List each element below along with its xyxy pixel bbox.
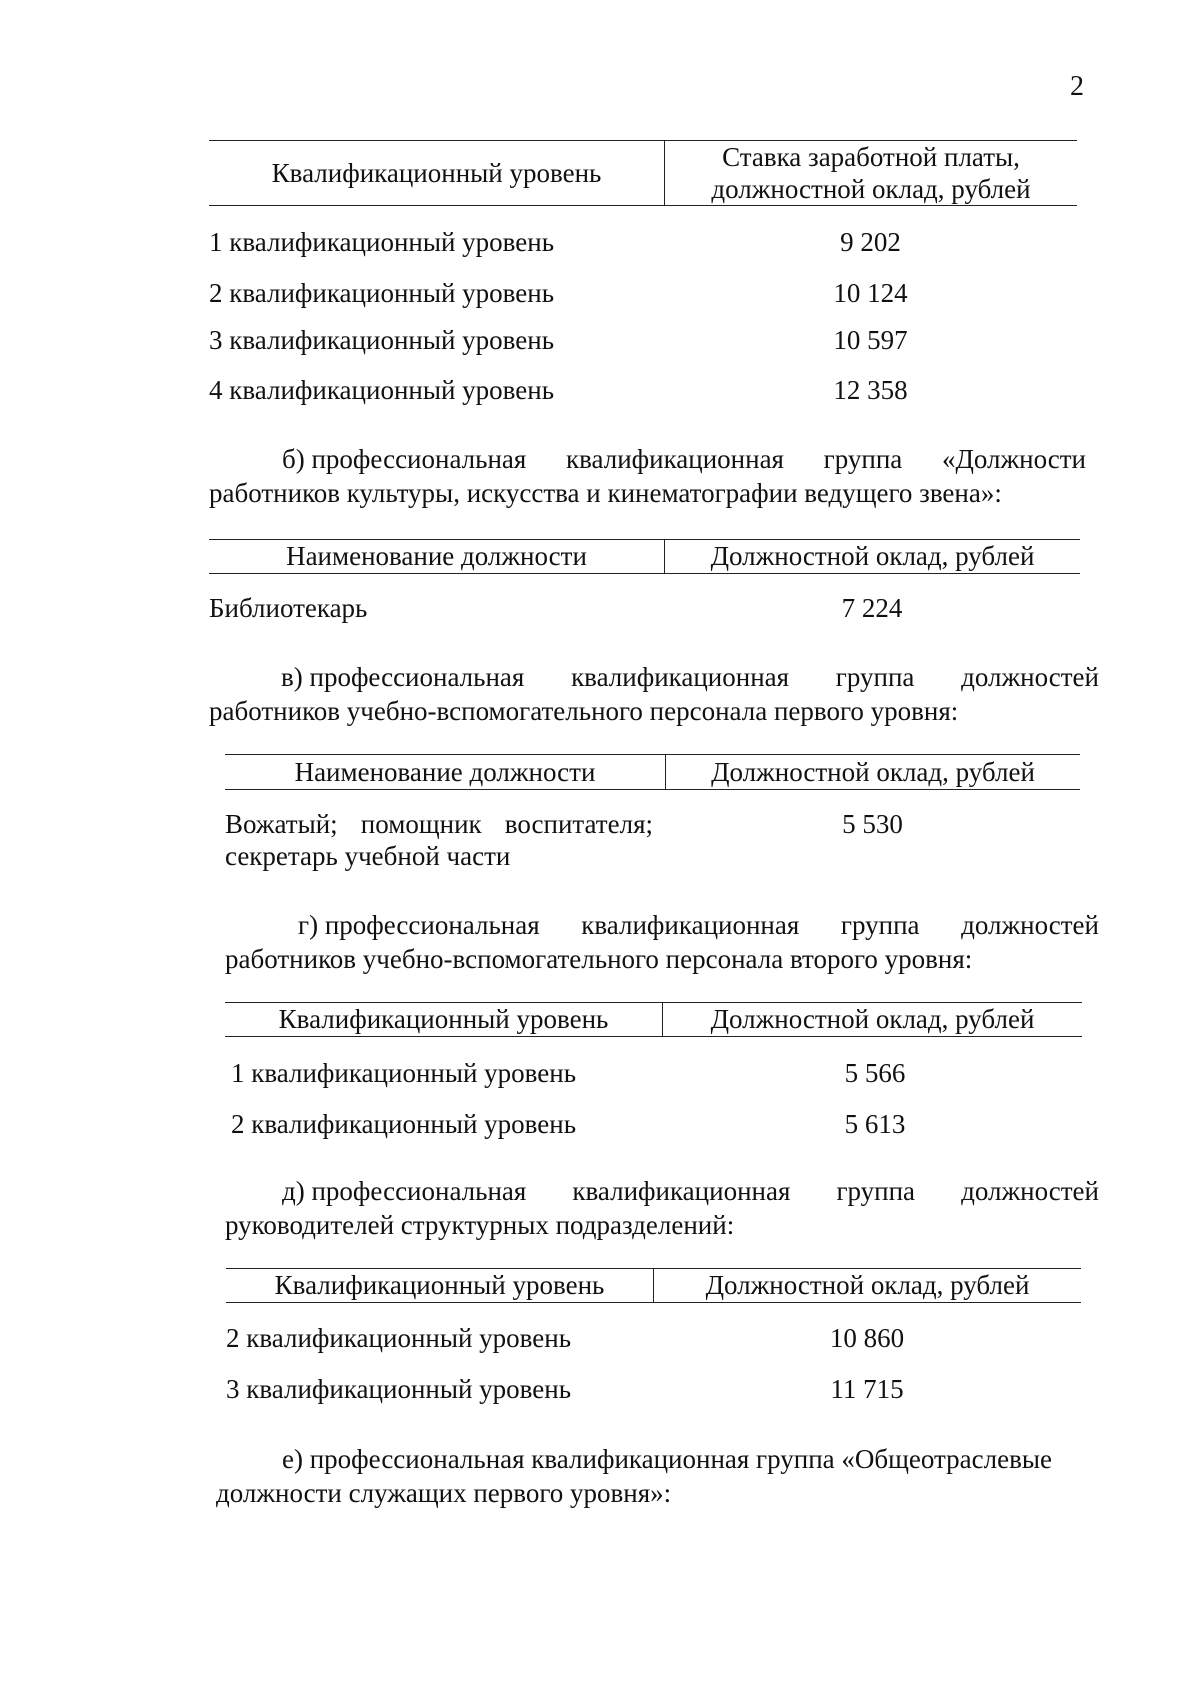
paragraph-line-1 [209,442,1086,476]
word: квалификационная [581,910,800,940]
level-name: 4 квалификационный уровень [209,375,555,405]
paragraph-group-f [216,1442,1102,1510]
table-row [209,324,1077,356]
column-header-level: Квалификационный уровень [226,1269,654,1302]
salary-value: 5 566 [844,1058,906,1088]
page-number: 2 [1070,71,1084,102]
paragraph-line-1 [209,660,1099,694]
salary-value: 10 597 [833,325,908,355]
paragraph-group-c [209,660,1099,728]
column-header-salary: Должностной оклад, рублей [705,1270,1030,1301]
word: группа [835,662,915,692]
level-name: 2 квалификационный уровень [231,1109,577,1139]
salary-table-levels-d [225,1002,1082,1139]
salary-table-levels-e [226,1268,1081,1404]
table-row [209,374,1077,406]
position-name-line1: Вожатый; помощник воспитателя; [225,809,653,839]
level-name: 1 квалификационный уровень [209,227,555,257]
table-header [226,1268,1081,1303]
level-name: 1 квалификационный уровень [231,1058,577,1088]
word: в) профессиональная [281,662,525,692]
column-header-salary: Должностной оклад, рублей [711,756,1035,787]
level-name: 3 квалификационный уровень [226,1374,572,1404]
column-header-salary-line1: Ставка заработной платы, [722,141,1020,172]
table-row [226,1373,1081,1405]
salary-value: 12 358 [833,375,908,405]
table-row [226,1322,1081,1354]
column-header-salary-line2: должностной оклад, рублей [711,174,1031,204]
word: должностей [961,910,1099,940]
level-name: 2 квалификационный уровень [226,1323,572,1353]
word: г) профессиональная [298,910,540,940]
salary-table-qualification-levels [209,140,1077,405]
column-header-level: Квалификационный уровень [225,1003,663,1036]
table-row [209,277,1077,309]
table-header [209,539,1080,574]
word: группа [836,1176,916,1206]
word: группа [840,910,920,940]
word: должностей [961,1176,1099,1206]
word: д) профессиональная [282,1176,527,1206]
paragraph-group-d [225,908,1099,976]
position-name: Библиотекарь [209,593,368,623]
paragraph-line-2: должности служащих первого уровня»: [216,1478,672,1508]
word: квалификационная [565,444,784,474]
position-name [225,808,665,872]
table-row [225,1057,1082,1089]
paragraph-line-1 [225,1174,1099,1208]
word: должностей [961,662,1099,692]
salary-value: 10 124 [833,278,908,308]
column-header-position: Наименование должности [209,540,665,573]
paragraph-line-2: работников учебно-вспомогательного персонала первого уровня: [209,696,959,726]
word: группа [823,444,903,474]
salary-value: 7 224 [841,593,903,623]
table-row [225,1108,1082,1140]
column-header-salary: Должностной оклад, рублей [710,1004,1035,1035]
table-row [225,808,1080,872]
salary-table-positions-c [225,754,1080,871]
paragraph-line-2: руководителей структурных подразделений: [225,1210,735,1240]
salary-value: 5 530 [842,809,903,839]
word: «Должности [941,444,1086,474]
salary-value: 9 202 [840,227,901,257]
paragraph-line-1 [225,908,1099,942]
paragraph-line-1: е) профессиональная квалификационная группа «Общеотраслевые [282,1444,1052,1474]
word: квалификационная [571,662,790,692]
table-header [225,754,1080,790]
salary-value: 10 860 [829,1323,905,1353]
column-header-salary [665,141,1077,205]
position-name-line2: секретарь учебной части [225,841,511,871]
column-header-salary: Должностной оклад, рублей [710,541,1035,572]
word: квалификационная [572,1176,791,1206]
level-name: 3 квалификационный уровень [209,325,555,355]
table-row [209,226,1077,258]
column-header-position: Наименование должности [225,755,666,789]
table-header [209,140,1077,206]
salary-value: 11 715 [830,1374,904,1404]
salary-value: 5 613 [844,1109,906,1139]
paragraph-line-2: работников учебно-вспомогательного персонала второго уровня: [225,944,973,974]
table-row [209,592,1080,624]
table-header [225,1002,1082,1037]
column-header-level: Квалификационный уровень [209,141,665,205]
paragraph-group-e [225,1174,1099,1242]
paragraph-group-b [209,442,1086,510]
word: б) профессиональная [282,444,527,474]
level-name: 2 квалификационный уровень [209,278,555,308]
paragraph-line-2: работников культуры, искусства и кинематографии ведущего звена»: [209,478,1002,508]
salary-table-positions-b [209,539,1080,623]
